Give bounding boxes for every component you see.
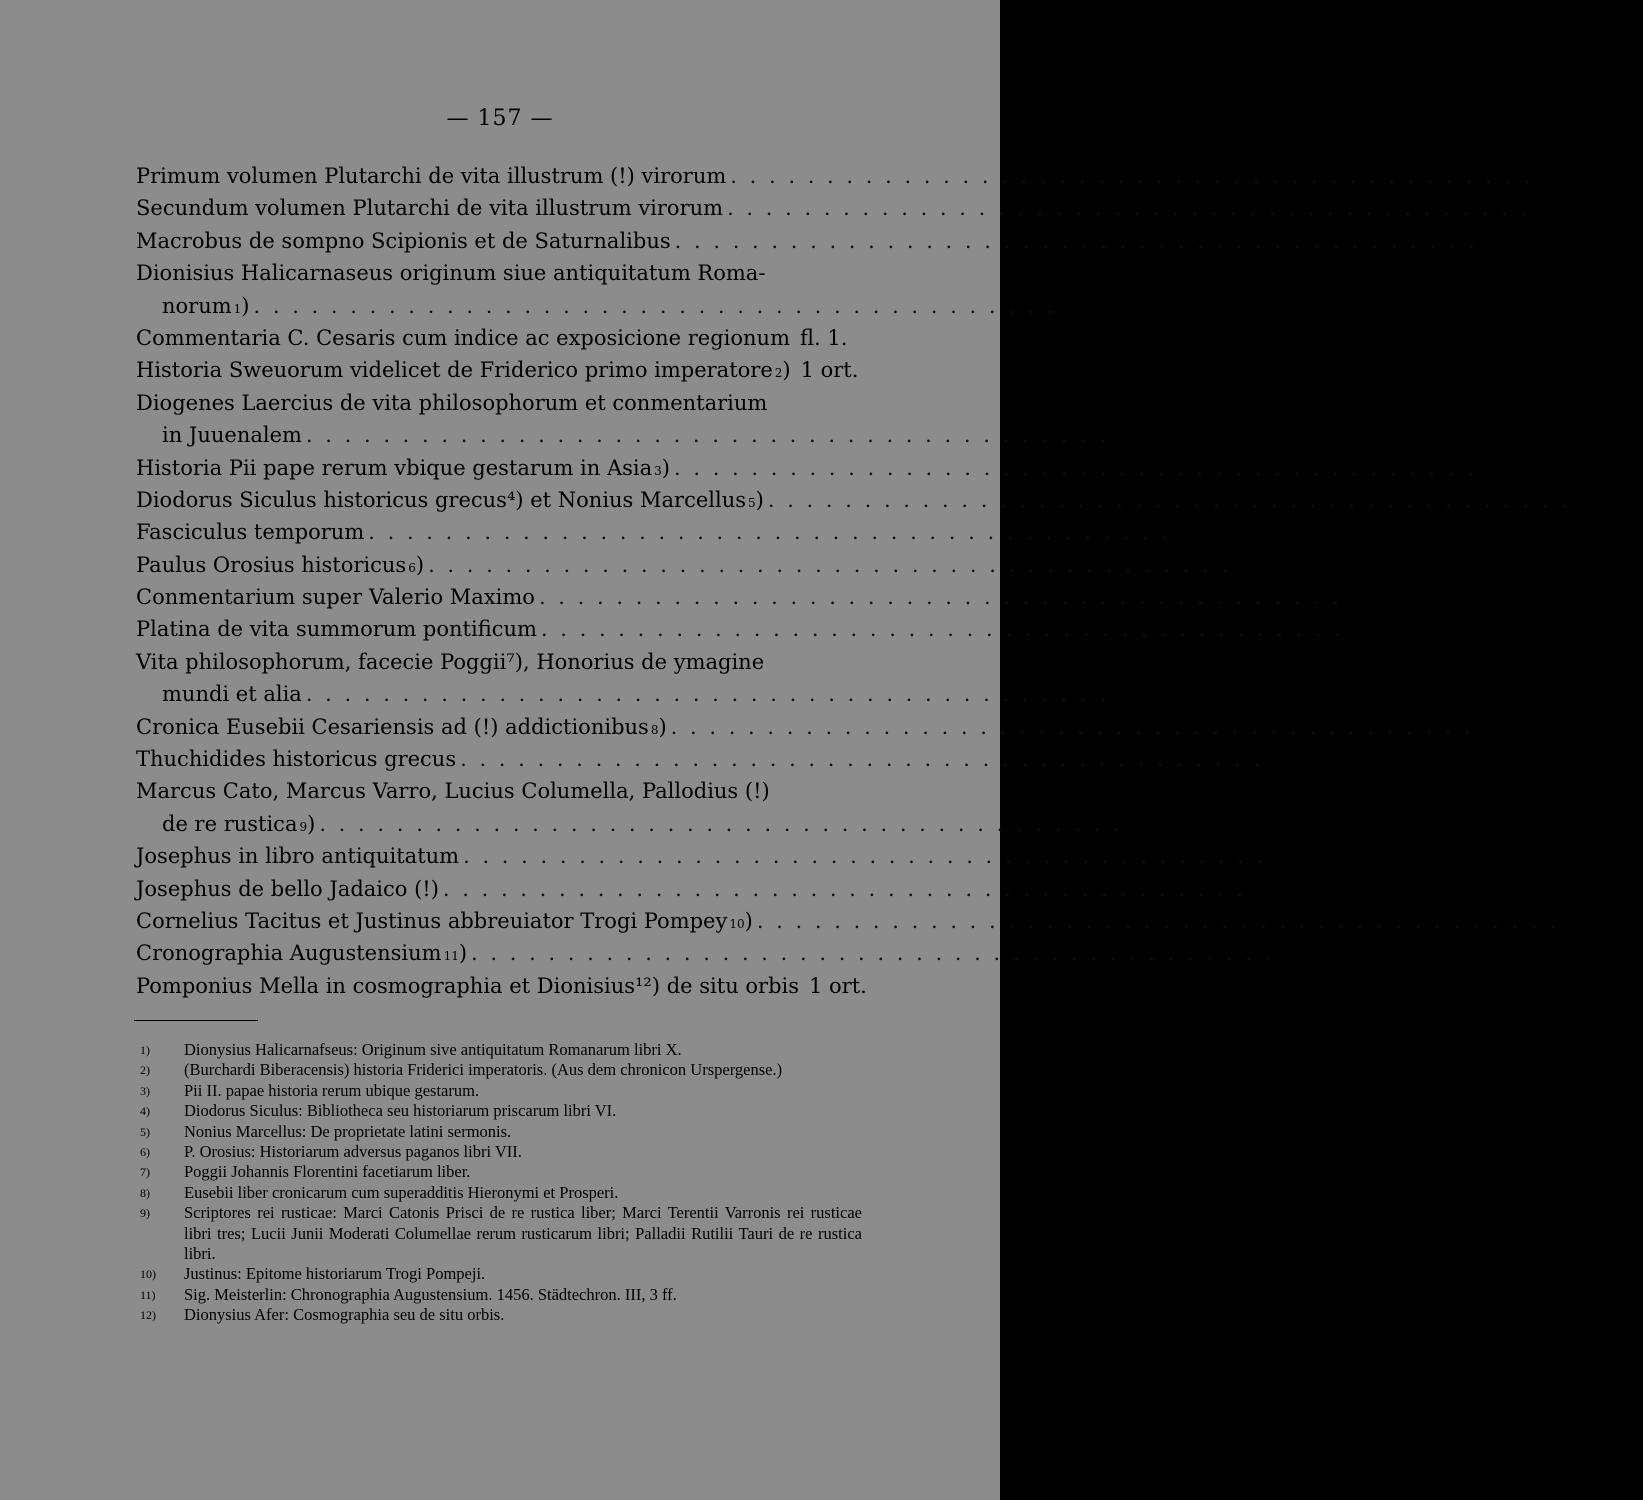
footnote-text: Nonius Marcellus: De proprietate latini sermonis. <box>184 1121 512 1141</box>
footnote-ref-paren: ) <box>458 941 468 966</box>
footnote-number: 8) <box>140 1185 150 1200</box>
catalog-entry <box>136 516 1236 548</box>
footnote <box>140 1040 862 1060</box>
footnote-number: 6) <box>140 1145 150 1160</box>
entry-line <box>136 970 866 1002</box>
entry-line <box>136 290 1131 322</box>
footnote-text: Poggii Johannis Florentini facetiarum liber. <box>184 1162 471 1182</box>
entry-price: fl. ½. <box>1251 876 1307 901</box>
entry-price: fl. 1. <box>1479 714 1528 739</box>
dot-leader: . . . . . . . . . . . . . . . . . . . . . . . . . . . . . . . . . . . . . . . . . . <box>540 617 1344 642</box>
footnote-text: P. Orosius: Historiarum adversus paganos libri VII. <box>184 1142 522 1162</box>
entry-title: mundi et alia <box>162 682 302 707</box>
entry-price: fl. 1½. <box>1483 228 1552 253</box>
catalog-entry <box>136 549 1292 581</box>
footnote-ref-paren: ) <box>415 552 425 577</box>
catalog-entry <box>136 970 866 1002</box>
footnote-number: 11) <box>140 1287 156 1302</box>
entry-line <box>136 581 1396 613</box>
entry-title: Marcus Cato, Marcus Varro, Lucius Columella, Pallodius (!) <box>136 779 770 804</box>
entry-title: Cronica Eusebii Cesariensis ad (!) addictionibus <box>136 714 649 739</box>
entry-line <box>136 613 1398 645</box>
catalog-entry <box>136 613 1398 645</box>
entry-title: Commentaria C. Cesaris cum indice ac exposicione regionum <box>136 325 790 350</box>
footnote-text: Dionysius Halicarnafseus: Originum sive antiquitatum Romanarum libri X. <box>184 1040 682 1059</box>
entry-title: norum <box>162 293 232 318</box>
dot-leader: . . . . . . . . . . . . . . . . . . . . . . . . . . . . . . . . . . . . . . . . . . <box>305 423 1109 448</box>
entry-line <box>136 225 1552 257</box>
dot-leader: . . . . . . . . . . . . . . . . . . . . . . . . . . . . . . . . . . . . . . . . . . <box>767 487 1571 512</box>
entry-price: fl. 1½. <box>1062 293 1131 318</box>
entry-title: de re rustica <box>162 811 298 836</box>
entry-price: 1 ort. <box>809 973 867 998</box>
dot-leader: . . . . . . . . . . . . . . . . . . . . . . . . . . . . . . . . . . . . . . . . . . <box>670 714 1474 739</box>
catalog-entry <box>136 484 1625 516</box>
entry-price: fl. 2½. <box>1536 196 1604 221</box>
dot-leader: . . . . . . . . . . . . . . . . . . . . . . . . . . . . . . . . . . . . . . . . . . <box>471 941 1275 966</box>
catalog-entry <box>136 646 1163 711</box>
entry-price: fl. 2½. <box>1539 164 1608 188</box>
dot-leader: . . . . . . . . . . . . . . . . . . . . . . . . . . . . . . . . . . . . . . . . . . <box>538 585 1342 610</box>
dot-leader: . . . . . . . . . . . . . . . . . . . . . . . . . . . . . . . . . . . . . . . . . . <box>368 520 1172 545</box>
entry-line <box>136 257 866 289</box>
footnote-ref-paren: ) <box>241 293 250 318</box>
footnote-number: 4) <box>140 1104 150 1119</box>
catalog-entry <box>136 160 1608 192</box>
footnote-ref-paren: ) <box>307 811 316 836</box>
footnote-text: Sig. Meisterlin: Chronographia Augustensium. 1456. Städtechron. III, 3 ff. <box>184 1284 677 1304</box>
footnote-ref[interactable]: 8 <box>650 722 659 737</box>
dot-leader: . . . . . . . . . . . . . . . . . . . . . . . . . . . . . . . . . . . . . . . . . . <box>674 228 1478 253</box>
dot-leader: . . . . . . . . . . . . . . . . . . . . . . . . . . . . . . . . . . . . . . . . . . <box>442 876 1246 901</box>
footnote <box>140 1081 862 1101</box>
footnote-ref-paren: ) <box>661 455 670 480</box>
dot-leader: . . . . . . . . . . . . . . . . . . . . . . . . . . . . . . . . . . . . . . . . . . <box>460 747 1264 772</box>
page-number: — 157 — <box>446 106 554 131</box>
entry-line <box>136 160 1608 192</box>
footnotes <box>140 1040 862 1326</box>
entry-line <box>136 192 1604 224</box>
footnote-ref[interactable]: 5 <box>748 495 756 510</box>
footnote-ref-paren: ) <box>755 487 764 512</box>
entry-line <box>136 937 1335 969</box>
footnote <box>140 1285 862 1305</box>
dot-leader: . . . . . . . . . . . . . . . . . . . . . . . . . . . . . . . . . . . . . . . . . . <box>674 455 1478 480</box>
footnote-ref[interactable]: 6 <box>408 560 416 575</box>
catalog-list <box>136 160 1625 1002</box>
entry-price: 1 ort. <box>1177 520 1236 545</box>
footnote-text: Eusebii liber cronicarum cum superadditis Hieronymi et Prosperi. <box>184 1182 619 1202</box>
dot-leader: . . . . . . . . . . . . . . . . . . . . . . . . . . . . . . . . . . . . . . . . . . <box>428 552 1232 577</box>
footnote-number: 2) <box>140 1063 150 1078</box>
catalog-entry <box>136 905 1614 937</box>
entry-line <box>136 678 1163 710</box>
catalog-entry <box>136 192 1604 224</box>
catalog-entry <box>136 743 1328 775</box>
entry-line <box>136 354 866 386</box>
footnote-ref[interactable]: 9 <box>299 819 308 834</box>
entry-line <box>136 873 1307 905</box>
entry-price: fl. 1. <box>800 325 848 350</box>
catalog-entry <box>136 225 1552 257</box>
footnote-ref[interactable]: 1 <box>233 301 242 316</box>
entry-title: Macrobus de sompno Scipionis et de Saturnalibus <box>136 228 671 253</box>
entry-price: fl. 2. <box>1128 811 1176 836</box>
entry-price: fl. 1. <box>1114 423 1163 448</box>
entry-title: Dionisius Halicarnaseus originum siue antiquitatum Roma- <box>136 261 766 286</box>
footnote <box>140 1203 862 1264</box>
entry-line <box>136 419 1163 451</box>
entry-title: Josephus de bello Jadaico (!) <box>136 876 439 901</box>
footnote-text: Scriptores rei rusticae: Marci Catonis Prisci de re rustica liber; Marci Terentii Varronis rei rusticae libri tres; Lucii Junii Moderati Columellae rerum rusticarum libri; Palladii Rutilii Tauri de re rustica libri. <box>184 1203 862 1264</box>
entry-price: fl. ½. <box>1483 455 1538 480</box>
entry-line <box>136 775 866 807</box>
entry-price: fl. ½. <box>1237 552 1292 577</box>
entry-title: Pomponius Mella in cosmographia et Dionisius¹²) de situ orbis <box>136 973 800 998</box>
footnote <box>140 1305 862 1325</box>
entry-line <box>136 484 1625 516</box>
entry-title: Paulus Orosius historicus <box>136 552 407 577</box>
catalog-entry <box>136 873 1307 905</box>
entry-line <box>136 840 1320 872</box>
entry-title: Conmentarium super Valerio Maximo <box>136 585 535 610</box>
entry-title: Diodorus Siculus historicus grecus⁴) et Nonius Marcellus <box>136 487 746 512</box>
entry-price: fl. ½. <box>1280 941 1335 966</box>
entry-title: Cronographia Augustensium <box>136 941 442 966</box>
entry-line <box>136 452 1538 484</box>
footnote-number: 10) <box>140 1267 156 1282</box>
entry-title: Vita philosophorum, facecie Poggii⁷), Honorius de ymagine <box>136 649 765 674</box>
catalog-entry <box>136 387 1163 452</box>
catalog-entry <box>136 711 1528 743</box>
footnote-number: 12) <box>140 1308 156 1323</box>
catalog-entry <box>136 775 1176 840</box>
entry-line <box>136 711 1528 743</box>
footnote <box>140 1060 862 1080</box>
entry-line <box>136 905 1614 937</box>
footnote <box>140 1142 862 1162</box>
footnote <box>140 1162 862 1182</box>
entry-title: Thuchidides historicus grecus <box>136 747 457 772</box>
footnote-number: 3) <box>140 1083 150 1098</box>
entry-price: fl. 1. <box>1348 585 1396 610</box>
entry-title: Secundum volumen Plutarchi de vita illustrum virorum <box>136 196 724 221</box>
footnote-ref[interactable]: 2 <box>774 366 783 381</box>
dot-leader: . . . . . . . . . . . . . . . . . . . . . . . . . . . . . . . . . . . . . . . . . . <box>463 844 1267 869</box>
footnote-rule <box>134 1020 258 1021</box>
dot-leader: . . . . . . . . . . . . . . . . . . . . . . . . . . . . . . . . . . . . . . . . . . <box>253 293 1057 318</box>
entry-title: Josephus in libro antiquitatum <box>136 844 460 869</box>
entry-title: Diogenes Laercius de vita philosophorum et conmentarium <box>136 390 768 415</box>
entry-line <box>136 516 1236 548</box>
entry-line <box>136 646 866 678</box>
footnote-text: Diodorus Siculus: Bibliotheca seu historiarum priscarum libri VI. <box>184 1101 617 1121</box>
catalog-entry <box>136 840 1320 872</box>
footnote-text: Pii II. papae historia rerum ubique gestarum. <box>184 1080 480 1100</box>
entry-price: 3 ort. <box>1269 747 1328 772</box>
dot-leader: . . . . . . . . . . . . . . . . . . . . . . . . . . . . . . . . . . . . . . . . . . <box>756 908 1560 933</box>
entry-price: 1 ort. <box>800 358 859 383</box>
dot-leader: . . . . . . . . . . . . . . . . . . . . . . . . . . . . . . . . . . . . . . . . . . <box>319 811 1123 836</box>
footnote-ref[interactable]: 3 <box>654 463 662 478</box>
footnote-ref-paren: ) <box>744 908 753 933</box>
entry-price: fl. 1. <box>1565 908 1614 933</box>
entry-line <box>136 549 1292 581</box>
footnote-text: Justinus: Epitome historiarum Trogi Pompeji. <box>184 1264 486 1284</box>
entry-line <box>136 808 1176 840</box>
footnote <box>140 1183 862 1203</box>
dot-leader: . . . . . . . . . . . . . . . . . . . . . . . . . . . . . . . . . . . . . . . . . . <box>730 164 1534 188</box>
footnote <box>140 1122 862 1142</box>
catalog-entry <box>136 354 866 386</box>
footnote-ref-paren: ) <box>658 714 667 739</box>
entry-title: Historia Sweuorum videlicet de Friderico primo imperatore <box>136 358 773 383</box>
entry-title: Historia Pii pape rerum vbique gestarum in Asia <box>136 455 653 480</box>
catalog-entry <box>136 322 866 354</box>
footnote-text: Dionysius Afer: Cosmographia seu de situ orbis. <box>184 1305 505 1325</box>
dot-leader: . . . . . . . . . . . . . . . . . . . . . . . . . . . . . . . . . . . . . . . . . . <box>305 682 1109 707</box>
entry-title: Cornelius Tacitus et Justinus abbreuiator Trogi Pompey <box>136 908 728 933</box>
footnote-ref-paren: ) <box>782 358 791 383</box>
catalog-entry <box>136 452 1538 484</box>
entry-line <box>136 387 866 419</box>
entry-line <box>136 322 866 354</box>
catalog-entry <box>136 257 1131 322</box>
entry-title: Platina de vita summorum pontificum <box>136 617 537 642</box>
entry-price: fl. 1. <box>1114 682 1163 707</box>
footnote <box>140 1101 862 1121</box>
footnote-ref[interactable]: 11 <box>443 949 459 964</box>
footnote-number: 5) <box>140 1124 150 1139</box>
entry-title: Primum volumen Plutarchi de vita illustrum (!) virorum <box>136 164 727 188</box>
dot-leader: . . . . . . . . . . . . . . . . . . . . . . . . . . . . . . . . . . . . . . . . . . <box>727 196 1531 221</box>
footnote-ref[interactable]: 10 <box>729 916 745 931</box>
entry-title: Fasciculus temporum <box>136 520 365 545</box>
footnote-number: 7) <box>140 1165 150 1180</box>
footnote-number: 9) <box>140 1206 150 1221</box>
catalog-entry <box>136 581 1396 613</box>
entry-price: fl. 1. <box>1576 487 1625 512</box>
entry-price: fl. 1. <box>1272 844 1320 869</box>
footnote-text: (Burchardi Biberacensis) historia Friderici imperatoris. (Aus dem chronicon Urspergense.) <box>184 1060 783 1080</box>
entry-line <box>136 743 1328 775</box>
footnote-number: 1) <box>140 1043 150 1057</box>
footnote <box>140 1264 862 1284</box>
entry-price: fl. 1. <box>1349 617 1398 642</box>
catalog-entry <box>136 937 1335 969</box>
entry-title: in Juuenalem <box>162 423 302 448</box>
